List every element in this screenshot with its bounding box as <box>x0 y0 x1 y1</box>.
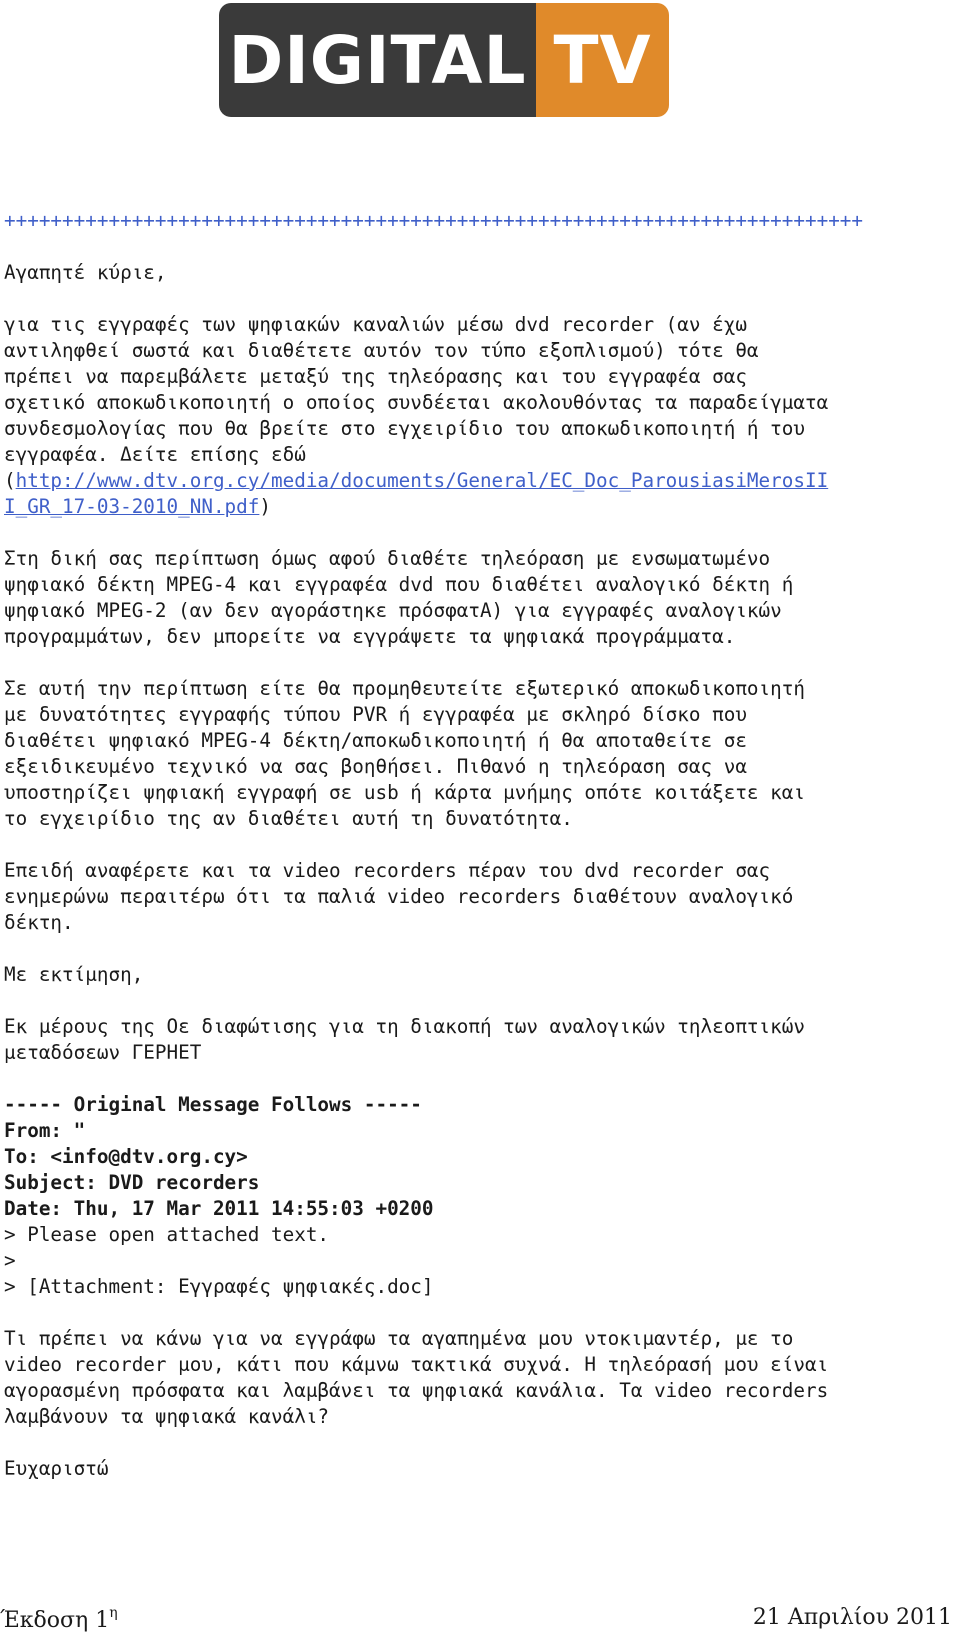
greeting: Αγαπητέ κύριε, <box>4 261 167 284</box>
paren-open: ( <box>4 469 16 492</box>
divider-line: ++++++++++++++++++++++++++++++++++++++++++++++++++++++++++++++++++++++++++ <box>4 209 864 232</box>
paragraph-line: αντιληφθεί σωστά και διαθέτετε αυτόν τον τύπο εξοπλισμού) τότε θα <box>4 339 759 362</box>
paragraph-3 <box>4 676 956 832</box>
original-subject: Subject: DVD recorders <box>4 1171 260 1194</box>
paragraph-line: για τις εγγραφές των ψηφιακών καναλιών μέσω dvd recorder (αν έχω <box>4 313 747 336</box>
original-from: From: " <box>4 1119 86 1142</box>
paragraph-line: το εγχειρίδιο της αν διαθέτει αυτή τη δυνατότητα. <box>4 807 573 830</box>
paragraph-line: Τι πρέπει να κάνω για να εγγράφω τα αγαπημένα μου ντοκιμαντέρ, με το <box>4 1327 794 1350</box>
edition-text: Έκδοση 1 <box>0 1608 110 1633</box>
signature <box>4 1014 956 1066</box>
quoted-line: > Please open attached text. <box>4 1223 330 1246</box>
original-date: Date: Thu, 17 Mar 2011 14:55:03 +0200 <box>4 1197 434 1220</box>
paragraph-line: σχετικό αποκωδικοποιητή ο οποίος συνδέεται ακολουθόντας τα παραδείγματα <box>4 391 829 414</box>
closing: Με εκτίμηση, <box>4 963 144 986</box>
paragraph-line: Επειδή αναφέρετε και τα video recorders πέραν του dvd recorder σας <box>4 859 771 882</box>
footer-date: 21 Απριλίου 2011 <box>752 1605 952 1630</box>
paragraph-line: ενημερώνω περαιτέρω ότι τα παλιά video recorders διαθέτουν αναλογικό <box>4 885 794 908</box>
paragraph-2 <box>4 546 956 650</box>
paragraph-line: ψηφιακό δέκτη MPEG-4 και εγγραφέα dvd που διαθέτει αναλογικό δέκτη ή <box>4 573 794 596</box>
original-message <box>4 1092 956 1300</box>
paragraph-line: δέκτη. <box>4 911 74 934</box>
logo-digital-text: DIGITAL <box>219 3 536 117</box>
paragraph-line: αγορασμένη πρόσφατα και λαμβάνει τα ψηφιακά κανάλια. Τα video recorders <box>4 1379 829 1402</box>
edition-sup: η <box>109 1605 118 1621</box>
paragraph-line: εγγραφέα. Δείτε επίσης εδώ <box>4 443 306 466</box>
signature-line: Εκ μέρους της Οε διαφώτισης για τη διακοπή των αναλογικών τηλεοπτικών <box>4 1015 805 1038</box>
question-paragraph <box>4 1326 956 1430</box>
paragraph-1 <box>4 312 956 520</box>
paragraph-line: ψηφιακό MPEG-2 (αν δεν αγοράστηκε πρόσφατA) για εγγραφές αναλογικών <box>4 599 782 622</box>
quoted-line: > <box>4 1249 16 1272</box>
paragraph-line: video recorder μου, κάτι που κάμνω τακτικά συχνά. Η τηλεόρασή μου είναι <box>4 1353 829 1376</box>
paren-close: ) <box>259 495 271 518</box>
quoted-attachment: > [Attachment: Εγγραφές ψηφιακές.doc] <box>4 1275 434 1298</box>
pdf-link-continued[interactable]: I_GR_17-03-2010_NN.pdf <box>4 495 260 518</box>
signature-line: μεταδόσεων ΓΕΡΗΕΤ <box>4 1041 202 1064</box>
original-message-header: ----- Original Message Follows ----- <box>4 1093 422 1116</box>
paragraph-line: συνδεσμολογίας που θα βρείτε στο εγχειρίδιο του αποκωδικοποιητή ή του <box>4 417 805 440</box>
paragraph-4 <box>4 858 956 936</box>
paragraph-line: εξειδικευμένο τεχνικό να σας βοηθήσει. Πιθανό η τηλεόραση σας να <box>4 755 747 778</box>
paragraph-line: με δυνατότητες εγγραφής τύπου PVR ή εγγραφέα με σκληρό δίσκο που <box>4 703 747 726</box>
paragraph-line: Στη δική σας περίπτωση όμως αφού διαθέτε τηλεόραση με ενσωματωμένο <box>4 547 771 570</box>
paragraph-line: υποστηρίζει ψηφιακή εγγραφή σε usb ή κάρτα μνήμης οπότε κοιτάξετε και <box>4 781 805 804</box>
link-line <box>4 494 956 520</box>
paragraph-line: προγραμμάτων, δεν μπορείτε να εγγράψετε τα ψηφιακά προγράμματα. <box>4 625 736 648</box>
paragraph-line: πρέπει να παρεμβάλετε μεταξύ της τηλεόρασης και του εγγραφέα σας <box>4 365 747 388</box>
original-to: To: <info@dtv.org.cy> <box>4 1145 248 1168</box>
edition-label <box>0 1605 118 1633</box>
pdf-link[interactable]: http://www.dtv.org.cy/media/documents/General/EC_Doc_ParousiasiMerosII <box>15 469 829 492</box>
email-body <box>4 208 956 1482</box>
thanks: Ευχαριστώ <box>4 1457 109 1480</box>
digital-tv-logo <box>219 3 669 117</box>
paragraph-line: λαμβάνουν τα ψηφιακά κανάλι? <box>4 1405 330 1428</box>
paragraph-line: διαθέτει ψηφιακό MPEG-4 δέκτη/αποκωδικοποιητή ή θα αποταθείτε σε <box>4 729 747 752</box>
link-line <box>4 468 956 494</box>
page-footer <box>0 1605 952 1635</box>
logo-tv-text: TV <box>536 3 669 117</box>
paragraph-line: Σε αυτή την περίπτωση είτε θα προμηθευτείτε εξωτερικό αποκωδικοποιητή <box>4 677 805 700</box>
